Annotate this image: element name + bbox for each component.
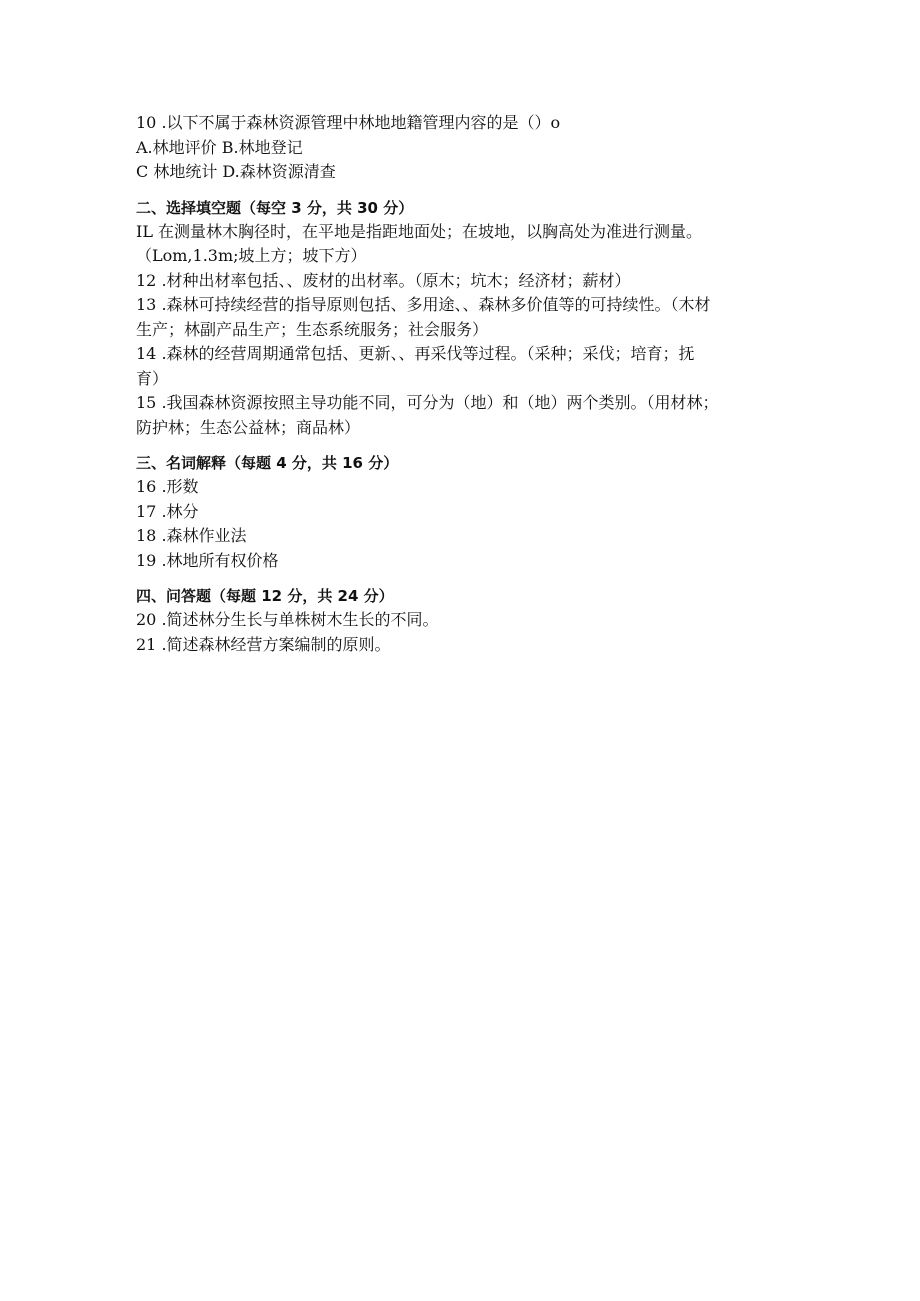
section-4-heading: 四、问答题（每题 12 分，共 24 分） bbox=[136, 587, 394, 605]
question-15-line-2: 防护林；生态公益林；商品林） bbox=[136, 417, 361, 437]
question-13-line-1: 13 .森林可持续经营的指导原则包括、多用途、、森林多价值等的可持续性。（木材 bbox=[136, 295, 711, 314]
document-page bbox=[136, 111, 836, 657]
question-20: 20 .简述林分生长与单株树木生长的不同。 bbox=[136, 610, 439, 629]
question-11-line-2: （Lom,1.3m;坡上方；坡下方） bbox=[136, 246, 367, 265]
question-11-line-1: IL 在测量林木胸径时，在平地是指距地面处；在坡地，以胸高处为准进行测量。 bbox=[136, 221, 703, 241]
section-fill-in bbox=[136, 196, 836, 441]
question-12: 12 .材种出材率包括、、废材的出材率。（原木；坑木；经济材；薪材） bbox=[136, 270, 631, 290]
question-13-line-2: 生产；林副产品生产；生态系统服务；社会服务） bbox=[136, 319, 489, 339]
question-14-line-1: 14 .森林的经营周期通常包括、更新、、再采伐等过程。（采种；采伐；培育；抚 bbox=[136, 344, 695, 363]
section-3-heading: 三、名词解释（每题 4 分，共 16 分） bbox=[136, 454, 399, 472]
question-21: 21 .简述森林经营方案编制的原则。 bbox=[136, 634, 391, 654]
question-14-line-2: 育） bbox=[136, 368, 169, 388]
question-10-block bbox=[136, 111, 836, 185]
question-16: 16 .形数 bbox=[136, 477, 199, 496]
section-term-definitions bbox=[136, 451, 836, 573]
question-10: 10 .以下不属于森林资源管理中林地地籍管理内容的是（）o bbox=[136, 113, 561, 132]
question-18: 18 .森林作业法 bbox=[136, 526, 247, 545]
section-2-heading: 二、选择填空题（每空 3 分，共 30 分） bbox=[136, 198, 414, 217]
question-19: 19 .林地所有权价格 bbox=[136, 550, 279, 570]
question-17: 17 .林分 bbox=[136, 501, 199, 521]
question-10-options-ab: A.林地评价 B.林地登记 bbox=[136, 137, 303, 157]
question-15-line-1: 15 .我国森林资源按照主导功能不同，可分为（地）和（地）两个类别。（用材林； bbox=[136, 393, 719, 412]
section-short-answer bbox=[136, 584, 836, 657]
question-10-options-cd: C 林地统计 D.森林资源清查 bbox=[136, 162, 336, 181]
